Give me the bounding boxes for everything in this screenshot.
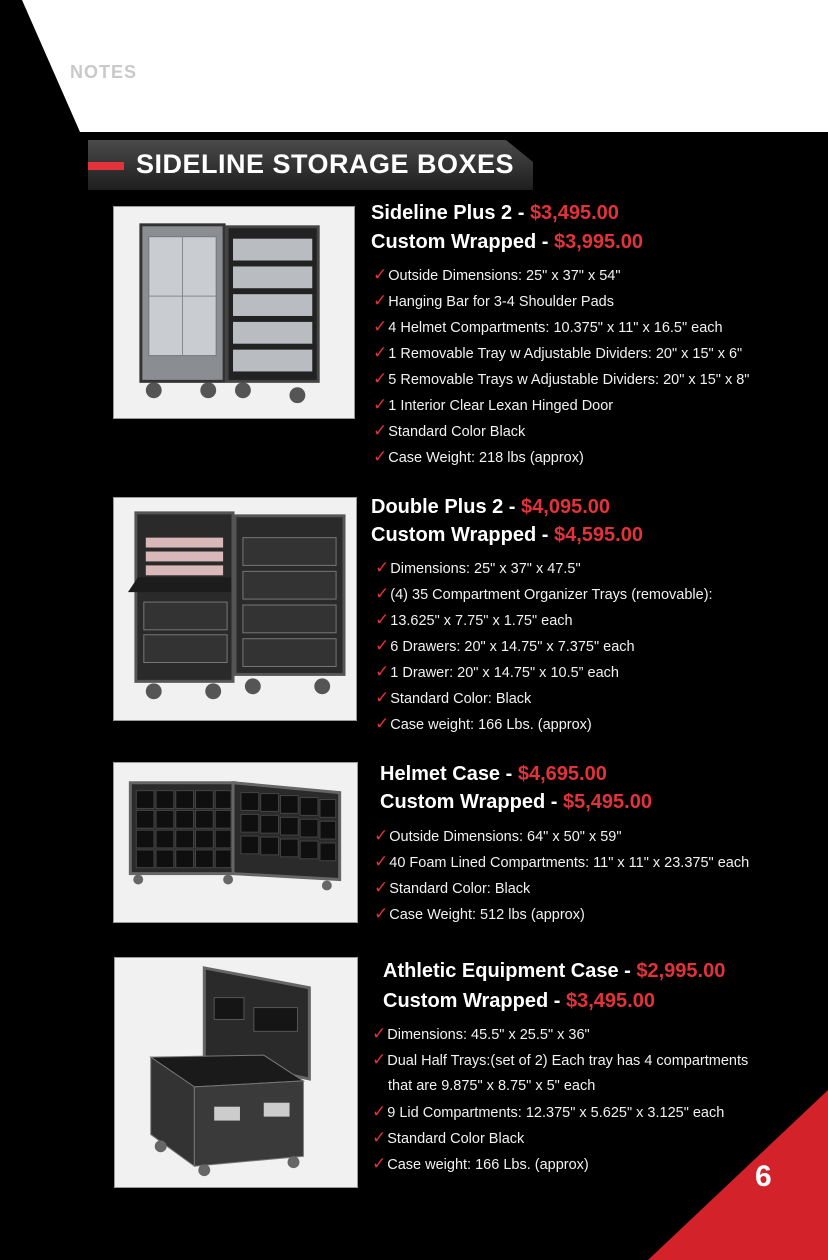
check-icon: ✓	[374, 904, 389, 923]
feature-item: ✓5 Removable Trays w Adjustable Dividers: 20" x 15" x 8"	[373, 369, 750, 388]
feature-item: ✓Case weight: 166 Lbs. (approx)	[372, 1154, 589, 1173]
check-icon: ✓	[375, 636, 390, 655]
feature-item: ✓Case weight: 166 Lbs. (approx)	[375, 714, 592, 733]
product-price: $2,995.00	[636, 960, 726, 982]
check-icon: ✓	[373, 395, 388, 414]
feature-item: ✓40 Foam Lined Compartments: 11" x 11" x 23.375" each	[374, 852, 750, 871]
banner-red-bar	[88, 162, 124, 170]
check-icon: ✓	[374, 826, 389, 845]
product-title	[380, 763, 607, 786]
product-name: Sideline Plus 2 -	[371, 202, 530, 224]
check-icon: ✓	[375, 714, 390, 733]
feature-item: ✓Hanging Bar for 3-4 Shoulder Pads	[373, 291, 614, 310]
feature-item: ✓1 Drawer: 20" x 14.75" x 10.5” each	[375, 662, 619, 681]
product-name: Helmet Case -	[380, 763, 518, 785]
product-title	[371, 496, 610, 519]
page-number: 6	[755, 1160, 772, 1193]
product-title	[383, 960, 725, 983]
feature-item: ✓4 Helmet Compartments: 10.375" x 11" x 16.5" each	[373, 317, 723, 336]
feature-item: ✓6 Drawers: 20" x 14.75" x 7.375" each	[375, 636, 635, 655]
feature-list	[375, 555, 713, 737]
feature-item: ✓(4) 35 Compartment Organizer Trays (removable):	[375, 584, 713, 603]
feature-item: ✓Case Weight: 512 lbs (approx)	[374, 904, 585, 923]
product-photo	[113, 497, 357, 721]
feature-item: ✓Outside Dimensions: 64" x 50" x 59"	[374, 826, 622, 845]
check-icon: ✓	[373, 265, 388, 284]
custom-wrapped-label: Custom Wrapped -	[371, 231, 554, 253]
check-icon: ✓	[373, 317, 388, 336]
check-icon: ✓	[372, 1154, 387, 1173]
check-icon: ✓	[374, 852, 389, 871]
notes-label: NOTES	[70, 62, 138, 82]
page-corner-triangle	[648, 1090, 828, 1260]
product-title	[371, 202, 619, 225]
check-icon: ✓	[373, 343, 388, 362]
feature-item-continued: that are 9.875" x 8.75" x 5" each	[388, 1078, 596, 1094]
feature-item: ✓Dual Half Trays:(set of 2) Each tray has 4 compartments	[372, 1050, 749, 1069]
check-icon: ✓	[373, 369, 388, 388]
custom-wrapped-price: $4,595.00	[553, 524, 643, 546]
feature-item: ✓Standard Color: Black	[375, 688, 532, 707]
feature-item: ✓1 Interior Clear Lexan Hinged Door	[373, 395, 614, 414]
feature-list	[374, 823, 749, 927]
check-icon: ✓	[373, 421, 388, 440]
check-icon: ✓	[374, 878, 389, 897]
check-icon: ✓	[372, 1102, 387, 1121]
section-title: SIDELINE STORAGE BOXES	[136, 149, 515, 179]
custom-wrapped-title	[371, 524, 643, 547]
feature-item: ✓Dimensions: 25" x 37" x 47.5"	[375, 558, 581, 577]
feature-item: ✓Outside Dimensions: 25" x 37" x 54"	[373, 265, 621, 284]
custom-wrapped-label: Custom Wrapped -	[383, 990, 566, 1012]
product-name: Double Plus 2 -	[371, 496, 522, 518]
check-icon: ✓	[373, 447, 388, 466]
custom-wrapped-price: $5,495.00	[562, 791, 652, 813]
feature-list	[373, 262, 749, 470]
feature-item: ✓Case Weight: 218 lbs (approx)	[373, 447, 584, 466]
check-icon: ✓	[373, 291, 388, 310]
feature-item: ✓Standard Color: Black	[374, 878, 531, 897]
custom-wrapped-price: $3,495.00	[565, 990, 655, 1012]
custom-wrapped-price: $3,995.00	[553, 231, 643, 253]
check-icon: ✓	[375, 584, 390, 603]
feature-item: ✓Standard Color Black	[372, 1128, 525, 1147]
product-name: Athletic Equipment Case -	[383, 960, 637, 982]
check-icon: ✓	[372, 1128, 387, 1147]
feature-item: ✓Standard Color Black	[373, 421, 526, 440]
feature-item: ✓9 Lid Compartments: 12.375" x 5.625" x 3.125" each	[372, 1102, 725, 1121]
product-photo	[113, 762, 358, 923]
check-icon: ✓	[375, 662, 390, 681]
check-icon: ✓	[372, 1050, 387, 1069]
custom-wrapped-title	[380, 791, 652, 814]
check-icon: ✓	[375, 558, 390, 577]
custom-wrapped-label: Custom Wrapped -	[380, 791, 563, 813]
custom-wrapped-title	[383, 990, 655, 1013]
product-price: $3,495.00	[529, 202, 619, 224]
product-photo	[114, 957, 358, 1188]
feature-item: ✓Dimensions: 45.5" x 25.5" x 36"	[372, 1024, 590, 1043]
product-price: $4,095.00	[521, 496, 611, 518]
feature-item: ✓13.625" x 7.75" x 1.75" each	[375, 610, 573, 629]
check-icon: ✓	[375, 688, 390, 707]
check-icon: ✓	[375, 610, 390, 629]
custom-wrapped-title	[371, 231, 643, 254]
product-photo	[113, 206, 355, 419]
check-icon: ✓	[372, 1024, 387, 1043]
custom-wrapped-label: Custom Wrapped -	[371, 524, 554, 546]
product-price: $4,695.00	[517, 763, 607, 785]
feature-item: ✓1 Removable Tray w Adjustable Dividers: 20" x 15" x 6"	[373, 343, 743, 362]
